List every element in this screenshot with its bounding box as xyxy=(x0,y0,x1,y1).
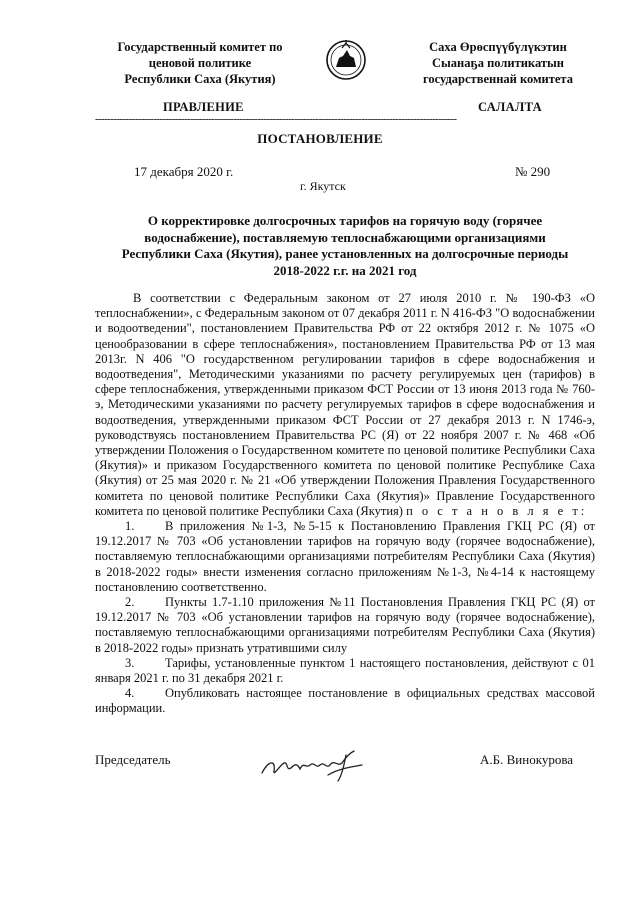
document-subject xyxy=(95,213,595,279)
item-text: Опубликовать настоящее постановление в официальных средствах массовой информации. xyxy=(95,686,595,716)
item-number: 3. xyxy=(125,655,135,670)
subject-line: О корректировке долгосрочных тарифов на горячую воду (горячее xyxy=(147,213,543,228)
subject-line: Республики Саха (Якутия), ранее установленных на долгосрочные периоды xyxy=(121,246,569,261)
item-number: 4. xyxy=(125,686,135,701)
item-number: 1. xyxy=(125,519,135,534)
document-number: № 290 xyxy=(515,164,551,179)
header-right-line: государственнай комитета xyxy=(423,72,573,86)
header-left-line: Государственный комитет по xyxy=(117,40,283,54)
document-city: г. Якутск xyxy=(300,179,346,193)
item-text: В приложения №1-3, №5-15 к Постановлению Правления ГКЦ РС (Я) от 19.12.2017 № 703 «Об установлении тарифов на горячую воду (горячее водоснабжение), поставляемую теплоснабжающими организациями потребителям Республики Саха (Якутия) в 2018-2022 годы» внести изменения согласно приложениям №1-3, №4-14 к настоящему постановлению соответственно. xyxy=(95,519,595,594)
header-left-line: ценовой политике xyxy=(148,56,252,70)
coat-of-arms-emblem-icon xyxy=(325,36,367,84)
header-right-line: Сыанаҕа политикатын xyxy=(432,56,564,70)
signer-role: Председатель xyxy=(95,752,171,767)
intro-text: В соответствии с Федеральным законом от 27 июля 2010 г. № 190-ФЗ «О теплоснабжении», с Федеральным законом от 07 декабря 2011 г. N 416-ФЗ "О водоснабжении и водоотведении", постановлением Правительства РФ от 22 октября 2012 г. № 1075 «О ценообразовании в сфере теплоснабжения», постановлением Правительства РФ от 13 мая 2013г. N 406 "О государственном регулировании тарифов в сфере водоснабжения и водоотведения", Методическими указаниями по расчету регулируемых цен (тарифов) в сфере теплоснабжения, утвержденными приказом ФСТ России от 13 июня 2013 года № 760-э, Методическими указаниями по расчету регулируемых тарифов в сфере водоснабжения и водоотведения, утвержденными приказом ФСТ России от 27 декабря 2013 г. N 1746-э, руководствуясь постановлением Правительства РС (Я) от 22 ноября 2007 г. № 468 «Об утверждении Положения о Государственном комитете по ценовой политике Республики Саха (Якутия)» и приказом Государственного комитета по ценовой политике Республике Саха (Якутия) от 25 мая 2020 г. № 21 «Об утверждении Положения Правления Государственного комитета по ценовой политике Республики Саха (Якутия)» Правление Государственного комитета по ценовой политике Республики Саха (Якутия) xyxy=(95,291,595,518)
list-item xyxy=(95,656,595,686)
header-right-line: Саха Өрөспүүбүлүкэтин xyxy=(429,40,567,54)
list-item xyxy=(95,595,595,656)
document-body xyxy=(95,291,595,717)
resolve-word: п о с т а н о в л я е т: xyxy=(406,503,588,518)
header-right-org xyxy=(388,39,608,87)
signer-name: А.Б. Винокурова xyxy=(480,752,574,767)
list-item xyxy=(95,686,595,716)
subject-line: 2018-2022 г.г. на 2021 год xyxy=(273,262,417,278)
list-item xyxy=(95,519,595,595)
header-separator: ---------------------------------------------------------------------------------------------------------------------- xyxy=(95,113,457,125)
header-left-line: Республики Саха (Якутия) xyxy=(124,72,276,86)
item-text: Пункты 1.7-1.10 приложения №11 Постановления Правления ГКЦ РС (Я) от 19.12.2017 № 703 «Об установлении тарифов на горячую воду (горячее водоснабжение), поставляемую теплоснабжающими организациями потребителям Республики Саха (Якутия) в 2018-2022 годы» признать утратившими силу xyxy=(95,595,595,655)
header-right-subtitle: САЛАЛТА xyxy=(478,100,542,114)
item-text: Тарифы, установленные пунктом 1 настоящего постановления, действуют с 01 января 2021 г. по 31 декабря 2021 г. xyxy=(95,655,595,686)
document-date: 17 декабря 2020 г. xyxy=(134,164,234,179)
item-number: 2. xyxy=(125,595,135,610)
header-left-org xyxy=(95,39,305,87)
header-left-subtitle: ПРАВЛЕНИЕ xyxy=(163,100,244,114)
handwritten-signature xyxy=(258,745,368,785)
document-title: ПОСТАНОВЛЕНИЕ xyxy=(257,131,383,146)
body-intro xyxy=(95,291,595,519)
subject-line: водоснабжение), поставляемую теплоснабжающими организациями xyxy=(144,229,546,245)
